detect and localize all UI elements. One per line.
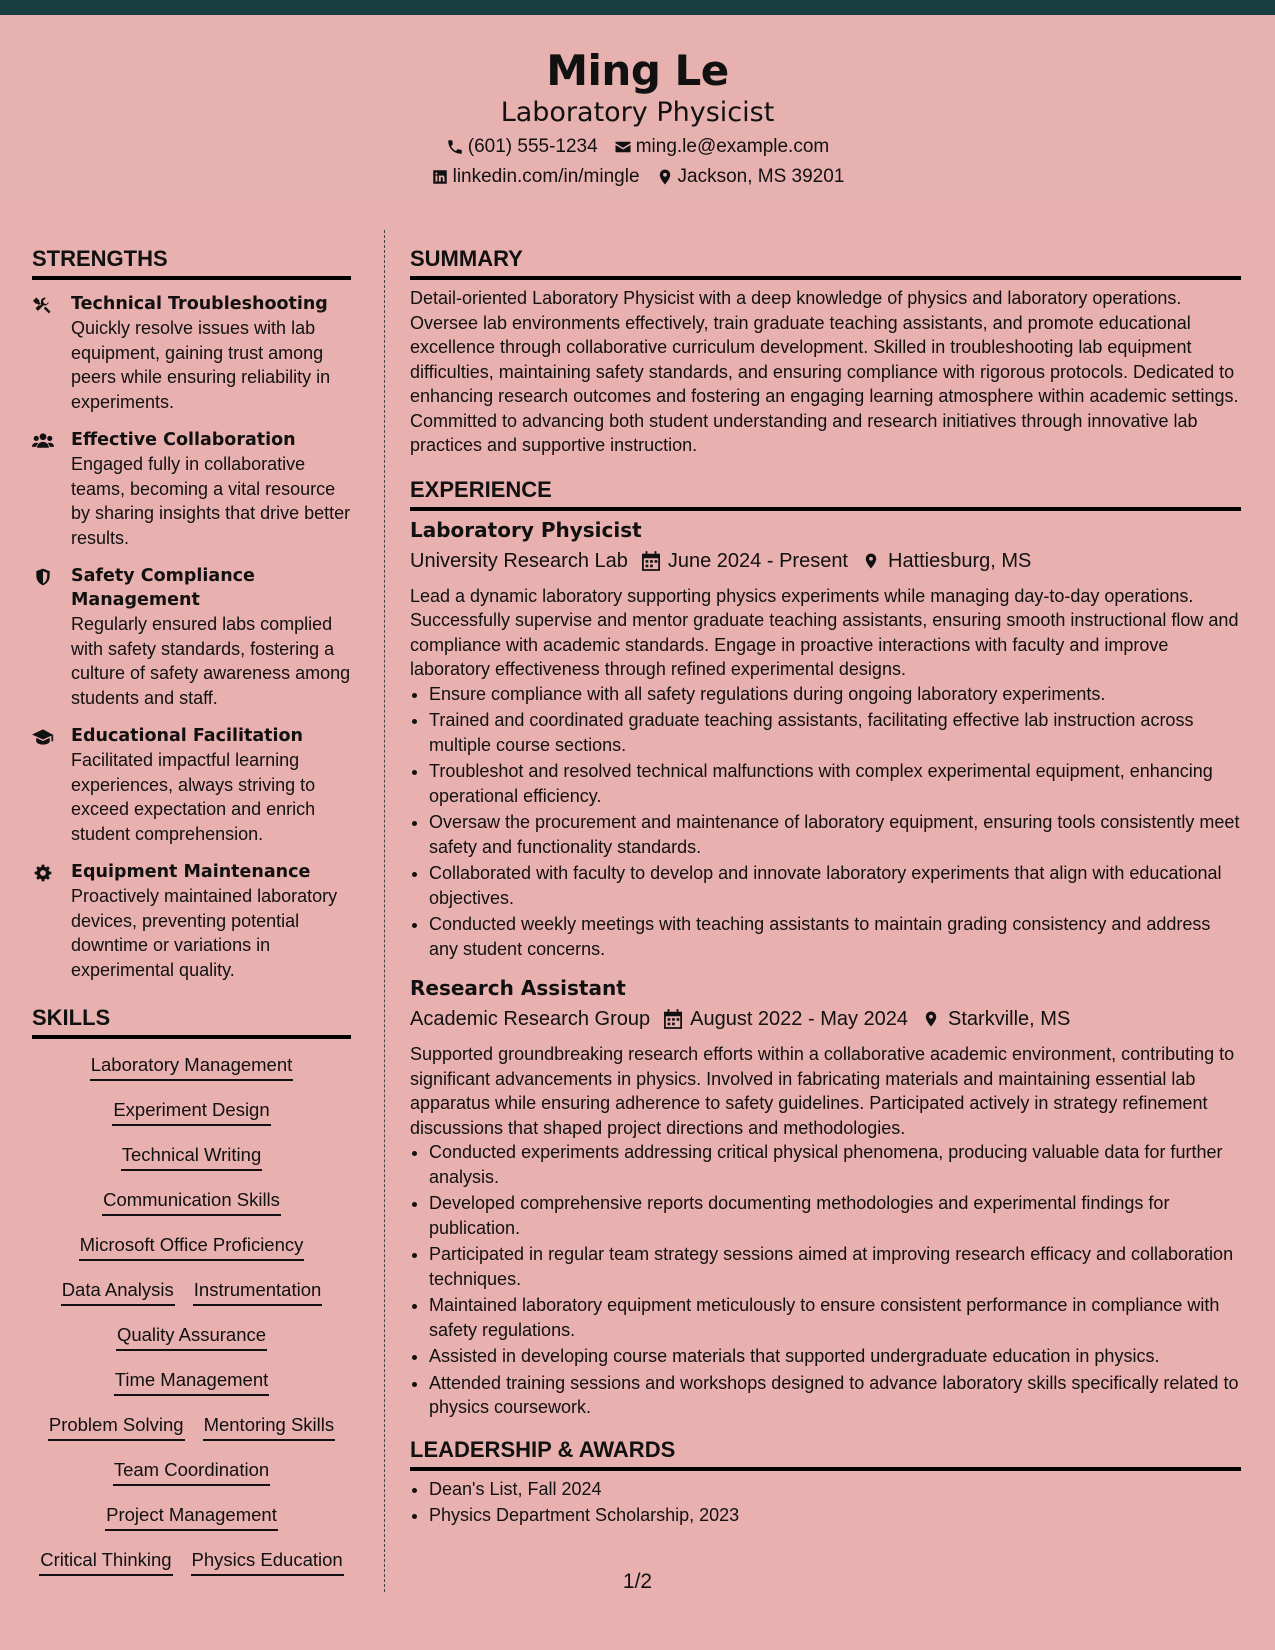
bullet-item: • Assisted in developing course materials that supported undergraduate education in physics. [429, 1344, 1241, 1369]
gear-icon [32, 863, 54, 883]
strength-title: Safety Compliance Management [71, 566, 255, 610]
job-dates: June 2024 - Present [667, 549, 848, 572]
strength-item [32, 564, 351, 710]
calendar-icon [664, 1009, 682, 1029]
job-company: Academic Research Group [410, 1008, 651, 1030]
job-meta [410, 1004, 1241, 1034]
phone-icon [446, 138, 464, 156]
skill-tag: Data Analysis [61, 1278, 175, 1306]
job-location: Hattiesburg, MS [888, 549, 1032, 572]
linkedin-icon [431, 168, 449, 186]
summary-heading: SUMMARY [410, 245, 1241, 280]
award-item: • Physics Department Scholarship, 2023 [429, 1503, 1241, 1528]
bullet-item: • Maintained laboratory equipment meticulously to ensure consistent performance in compliance with safety regulations. [429, 1293, 1241, 1342]
shield-icon [32, 567, 54, 587]
skill-tag: Microsoft Office Proficiency [79, 1233, 305, 1261]
top-accent-bar [0, 0, 1275, 15]
job-meta [410, 546, 1241, 576]
strength-title: Technical Troubleshooting [71, 294, 328, 314]
bullet-item: • Developed comprehensive reports documenting methodologies and experimental findings for publication. [429, 1191, 1241, 1240]
skill-tag: Physics Education [191, 1548, 344, 1576]
map-marker-icon [922, 1009, 940, 1029]
contact-linkedin[interactable] [431, 165, 640, 189]
users-icon [32, 431, 54, 451]
skill-tag: Experiment Design [112, 1098, 270, 1126]
column-divider [384, 230, 385, 1592]
experience-heading: EXPERIENCE [410, 476, 1241, 511]
job-entry [410, 517, 1241, 962]
job-entry [410, 975, 1241, 1420]
job-description: Supported groundbreaking research efforts within a collaborative academic environment, contributing to significant advancements in physics. Involved in fabricating materials and maintaining essential lab apparatus while ensuring adherence to safety guidelines. Participated actively in strategy refinement discussions that shaped project directions and methodologies. [410, 1044, 1235, 1138]
job-company: University Research Lab [410, 549, 628, 572]
job-location: Starkville, MS [948, 1008, 1071, 1030]
phone-text: (601) 555-1234 [467, 136, 598, 157]
strength-item [32, 292, 351, 414]
skill-tag: Time Management [114, 1368, 270, 1396]
job-title: Research Assistant [410, 976, 626, 1000]
bullet-item: • Attended training sessions and workshops designed to advance laboratory skills specifically related to physics coursework. [429, 1371, 1241, 1420]
job-bullets [410, 682, 1241, 962]
skill-tag: Communication Skills [102, 1188, 281, 1216]
skill-tag: Laboratory Management [90, 1053, 294, 1081]
awards-list [410, 1477, 1241, 1528]
job-description: Lead a dynamic laboratory supporting physics experiments while managing day-to-day operations. Successfully supervise and mentor graduate teaching assistants, ensuring smooth instructional flow and compliance with academic standards. Engage in proactive interactions with faculty and improve laboratory effectiveness through refined experimental designs. [410, 585, 1239, 679]
bullet-item: • Collaborated with faculty to develop and innovate laboratory experiments that align with educational objectives. [429, 861, 1241, 910]
strengths-list [32, 292, 351, 982]
map-marker-icon [656, 168, 674, 186]
envelope-icon [614, 138, 632, 156]
location-text: Jackson, MS 39201 [677, 166, 845, 187]
map-marker-icon [862, 551, 880, 571]
skill-tag: Quality Assurance [116, 1323, 267, 1351]
skill-tag: Mentoring Skills [203, 1413, 336, 1441]
email-text[interactable]: ming.le@example.com [635, 136, 830, 157]
strength-item [32, 860, 351, 982]
skills-list [32, 1053, 351, 1593]
strength-item [32, 724, 351, 846]
calendar-icon [642, 551, 660, 571]
strength-item [32, 428, 351, 550]
strength-desc: Proactively maintained laboratory devices, preventing potential downtime or variations in experimental quality. [71, 886, 338, 980]
job-bullets [410, 1140, 1241, 1420]
strength-desc: Facilitated impactful learning experiences, always striving to exceed expectation and enrich student comprehension. [71, 750, 316, 844]
job-title: Laboratory Physicist [410, 517, 642, 542]
contact-row-2 [0, 165, 1275, 189]
right-column [410, 245, 1241, 1530]
contact-location [656, 165, 845, 189]
strength-desc: Quickly resolve issues with lab equipment, gaining trust among peers while ensuring reliability in experiments. [71, 318, 331, 412]
skill-tag: Problem Solving [48, 1413, 185, 1441]
skills-heading: SKILLS [32, 1004, 351, 1039]
skill-tag: Project Management [105, 1503, 278, 1531]
bullet-item: • Conducted experiments addressing critical physical phenomena, producing valuable data for further analysis. [429, 1140, 1241, 1189]
strength-title: Educational Facilitation [71, 726, 303, 746]
skill-tag: Instrumentation [193, 1278, 323, 1306]
strength-desc: Engaged fully in collaborative teams, becoming a vital resource by sharing insights that drive better results. [71, 454, 351, 548]
bullet-item: • Ensure compliance with all safety regulations during ongoing laboratory experiments. [429, 682, 1241, 707]
contact-phone [446, 135, 598, 159]
skill-tag: Critical Thinking [39, 1548, 172, 1576]
candidate-name: Ming Le [546, 46, 729, 95]
bullet-item: • Oversaw the procurement and maintenance of laboratory equipment, ensuring tools consistently meet safety and functionality standards. [429, 810, 1241, 859]
page-number: 1/2 [622, 1570, 653, 1593]
linkedin-text[interactable]: linkedin.com/in/mingle [452, 166, 640, 187]
bullet-item: • Troubleshot and resolved technical malfunctions with complex experimental equipment, enhancing operational efficiency. [429, 759, 1241, 808]
skill-tag: Technical Writing [121, 1143, 263, 1171]
candidate-title: Laboratory Physicist [500, 97, 775, 128]
bullet-item: • Participated in regular team strategy sessions aimed at improving research efficacy and collaboration techniques. [429, 1242, 1241, 1291]
contact-email[interactable] [614, 135, 830, 159]
tools-icon [32, 295, 54, 315]
skill-tag: Team Coordination [113, 1458, 270, 1486]
resume-header [0, 15, 1275, 203]
left-column [32, 245, 351, 1593]
strengths-heading: STRENGTHS [32, 245, 351, 280]
summary-text: Detail-oriented Laboratory Physicist with a deep knowledge of physics and laboratory operations. Oversee lab environments effectively, train graduate teaching assistants, and promote educational excellence through collaborative curriculum development. Skilled in troubleshooting lab equipment difficulties, maintaining safety standards, and ensuring compliance with rigorous protocols. Dedicated to enhancing research outcomes and fostering an engaging learning atmosphere within academic settings. Committed to advancing both student understanding and research initiatives through innovative lab practices and supportive instruction. [410, 288, 1239, 455]
awards-heading: LEADERSHIP & AWARDS [410, 1436, 1241, 1471]
award-item: • Dean's List, Fall 2024 [429, 1477, 1241, 1502]
contact-row-1 [0, 135, 1275, 159]
graduation-cap-icon [32, 727, 54, 747]
bullet-item: • Conducted weekly meetings with teaching assistants to maintain grading consistency and address any student concerns. [429, 912, 1241, 961]
strength-desc: Regularly ensured labs complied with safety standards, fostering a culture of safety awareness among students and staff. [71, 614, 351, 708]
job-dates: August 2022 - May 2024 [690, 1008, 909, 1030]
strength-title: Equipment Maintenance [71, 862, 311, 882]
strength-title: Effective Collaboration [71, 430, 296, 450]
bullet-item: • Trained and coordinated graduate teaching assistants, facilitating effective lab instruction across multiple course sections. [429, 708, 1241, 757]
